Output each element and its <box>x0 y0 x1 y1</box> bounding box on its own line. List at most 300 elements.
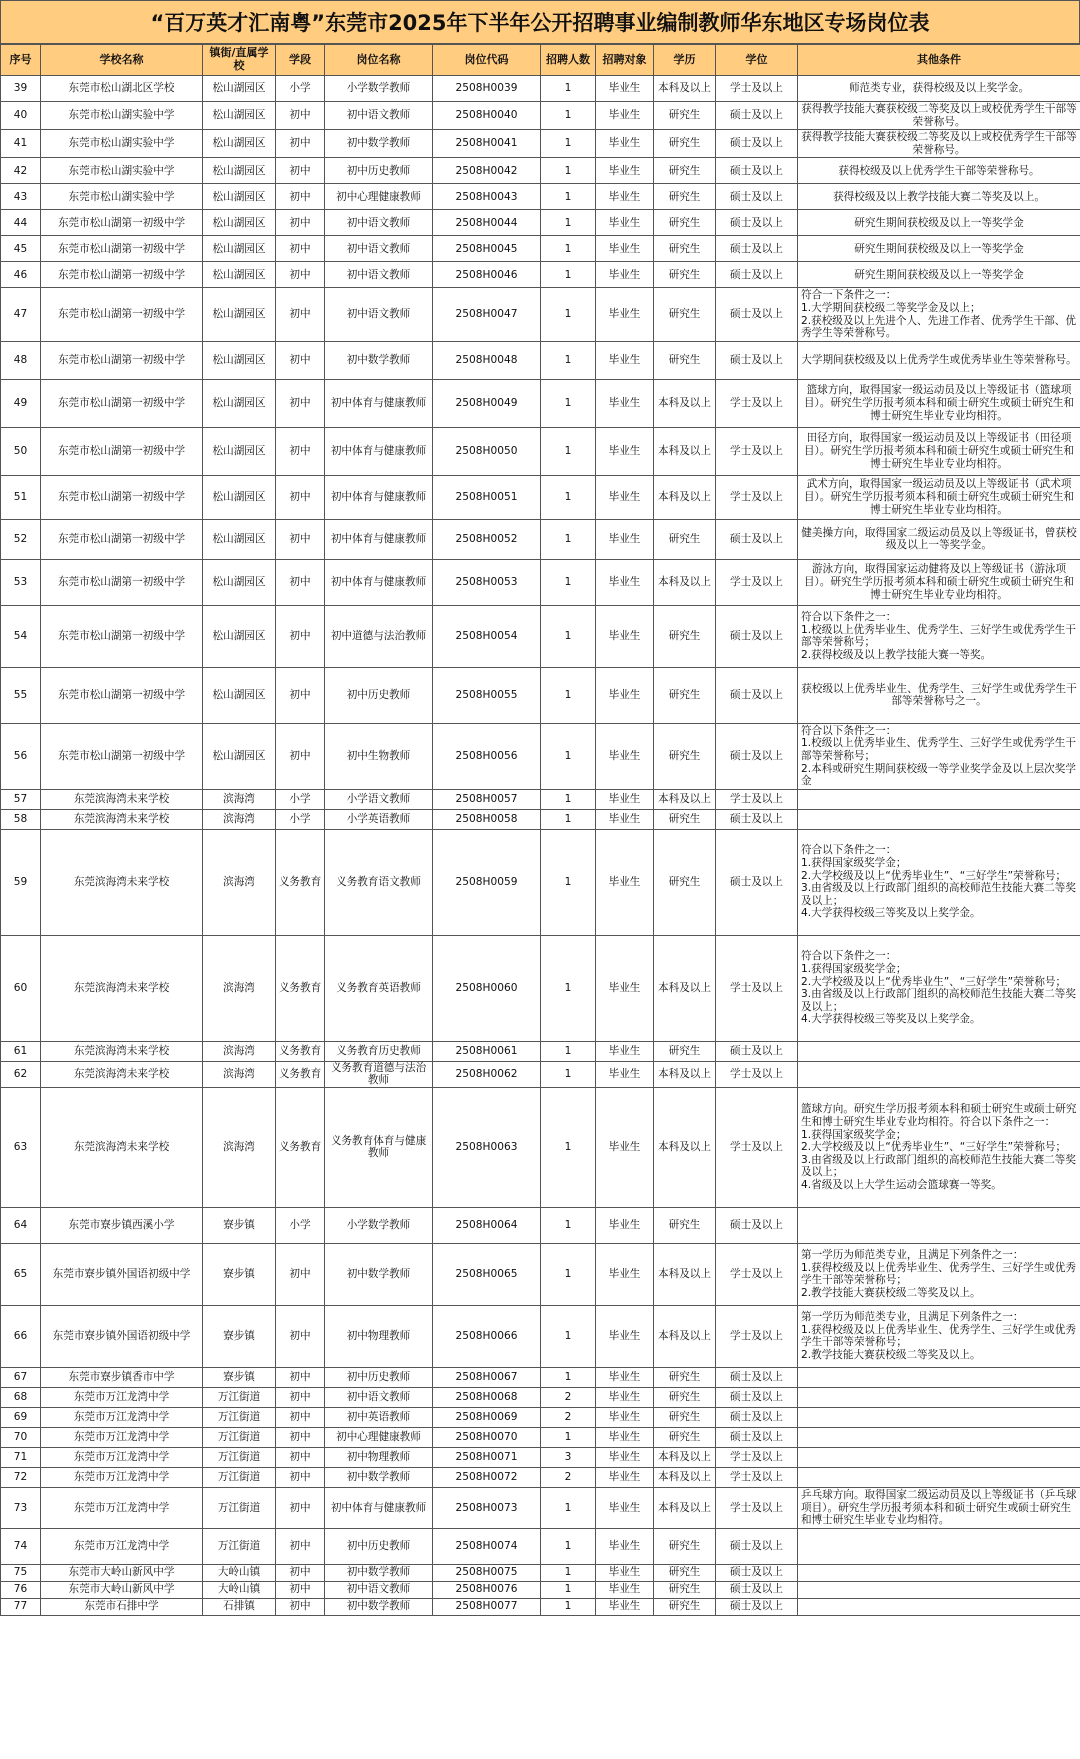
hire-count: 1 <box>541 158 596 184</box>
hire-target: 毕业生 <box>596 667 654 723</box>
table-row <box>1 184 1080 210</box>
stage: 初中 <box>276 158 325 184</box>
post-code: 2508H0062 <box>433 1061 541 1087</box>
school-name: 东莞市松山湖实验中学 <box>41 130 203 158</box>
post-name: 初中心理健康教师 <box>325 184 433 210</box>
other-conditions <box>798 1581 1080 1598</box>
table-row <box>1 789 1080 809</box>
post-name: 初中英语教师 <box>325 1407 433 1427</box>
stage: 义务教育 <box>276 829 325 935</box>
row-number: 64 <box>1 1207 41 1243</box>
school-name: 东莞市松山湖第一初级中学 <box>41 288 203 341</box>
other-conditions <box>798 1041 1080 1061</box>
post-code: 2508H0045 <box>433 236 541 262</box>
degree: 学士及以上 <box>716 1467 798 1487</box>
school-name: 东莞市松山湖实验中学 <box>41 158 203 184</box>
hire-count: 1 <box>541 789 596 809</box>
town-name: 大岭山镇 <box>203 1564 276 1581</box>
header-conditions: 其他条件 <box>798 45 1080 76</box>
post-name: 初中数学教师 <box>325 341 433 379</box>
education: 研究生 <box>654 184 716 210</box>
degree: 硕士及以上 <box>716 723 798 789</box>
degree: 硕士及以上 <box>716 158 798 184</box>
degree: 硕士及以上 <box>716 809 798 829</box>
degree: 硕士及以上 <box>716 667 798 723</box>
post-code: 2508H0055 <box>433 667 541 723</box>
stage: 初中 <box>276 1528 325 1564</box>
table-row <box>1 935 1080 1041</box>
hire-target: 毕业生 <box>596 288 654 341</box>
school-name: 东莞市松山湖第一初级中学 <box>41 262 203 288</box>
post-code: 2508H0054 <box>433 605 541 667</box>
hire-count: 1 <box>541 210 596 236</box>
education: 本科及以上 <box>654 935 716 1041</box>
degree: 硕士及以上 <box>716 1564 798 1581</box>
row-number: 68 <box>1 1387 41 1407</box>
hire-count: 1 <box>541 519 596 559</box>
school-name: 东莞市石排中学 <box>41 1598 203 1615</box>
stage: 初中 <box>276 1243 325 1305</box>
town-name: 滨海湾 <box>203 789 276 809</box>
school-name: 东莞市松山湖第一初级中学 <box>41 667 203 723</box>
row-number: 73 <box>1 1487 41 1528</box>
table-row <box>1 427 1080 475</box>
post-code: 2508H0072 <box>433 1467 541 1487</box>
post-code: 2508H0060 <box>433 935 541 1041</box>
header-education: 学历 <box>654 45 716 76</box>
degree: 硕士及以上 <box>716 130 798 158</box>
school-name: 东莞市寮步镇外国语初级中学 <box>41 1243 203 1305</box>
school-name: 东莞滨海湾未来学校 <box>41 1087 203 1207</box>
post-name: 初中生物教师 <box>325 723 433 789</box>
school-name: 东莞市寮步镇香市中学 <box>41 1367 203 1387</box>
school-name: 东莞市大岭山新风中学 <box>41 1564 203 1581</box>
other-conditions: 第一学历为师范类专业，且满足下列条件之一： 1.获得校级及以上优秀毕业生、优秀学生、三好学生或优秀学生干部等荣誉称号； 2.教学技能大赛获校级二等奖及以上。 <box>798 1305 1080 1367</box>
table-row <box>1 236 1080 262</box>
degree: 硕士及以上 <box>716 1528 798 1564</box>
other-conditions: 篮球方向，取得国家一级运动员及以上等级证书（篮球项目）。研究生学历报考须本科和硕士研究生或硕士研究生和博士研究生毕业专业均相符。 <box>798 379 1080 427</box>
degree: 硕士及以上 <box>716 1367 798 1387</box>
row-number: 63 <box>1 1087 41 1207</box>
post-name: 义务教育体育与健康教师 <box>325 1087 433 1207</box>
school-name: 东莞市松山湖第一初级中学 <box>41 475 203 519</box>
row-number: 48 <box>1 341 41 379</box>
town-name: 寮步镇 <box>203 1367 276 1387</box>
stage: 初中 <box>276 1581 325 1598</box>
table-row <box>1 1387 1080 1407</box>
education: 研究生 <box>654 1564 716 1581</box>
table-row <box>1 1041 1080 1061</box>
other-conditions: 获得校级及以上优秀学生干部等荣誉称号。 <box>798 158 1080 184</box>
other-conditions <box>798 1467 1080 1487</box>
town-name: 松山湖园区 <box>203 605 276 667</box>
school-name: 东莞滨海湾未来学校 <box>41 1061 203 1087</box>
row-number: 52 <box>1 519 41 559</box>
stage: 初中 <box>276 1427 325 1447</box>
table-row <box>1 809 1080 829</box>
post-code: 2508H0046 <box>433 262 541 288</box>
post-name: 初中历史教师 <box>325 158 433 184</box>
other-conditions <box>798 1447 1080 1467</box>
stage: 初中 <box>276 559 325 605</box>
education: 研究生 <box>654 102 716 130</box>
school-name: 东莞市松山湖第一初级中学 <box>41 341 203 379</box>
hire-count: 1 <box>541 427 596 475</box>
post-name: 初中语文教师 <box>325 288 433 341</box>
stage: 初中 <box>276 605 325 667</box>
degree: 硕士及以上 <box>716 1407 798 1427</box>
post-code: 2508H0050 <box>433 427 541 475</box>
row-number: 55 <box>1 667 41 723</box>
other-conditions: 研究生期间获校级及以上一等奖学金 <box>798 236 1080 262</box>
stage: 初中 <box>276 1598 325 1615</box>
degree: 硕士及以上 <box>716 1598 798 1615</box>
row-number: 50 <box>1 427 41 475</box>
hire-target: 毕业生 <box>596 1564 654 1581</box>
row-number: 77 <box>1 1598 41 1615</box>
post-code: 2508H0066 <box>433 1305 541 1367</box>
row-number: 72 <box>1 1467 41 1487</box>
hire-target: 毕业生 <box>596 236 654 262</box>
education: 本科及以上 <box>654 1305 716 1367</box>
table-row <box>1 379 1080 427</box>
other-conditions: 获校级以上优秀毕业生、优秀学生、三好学生或优秀学生干部等荣誉称号之一。 <box>798 667 1080 723</box>
table-row <box>1 1581 1080 1598</box>
school-name: 东莞市松山湖第一初级中学 <box>41 379 203 427</box>
town-name: 松山湖园区 <box>203 723 276 789</box>
town-name: 万江街道 <box>203 1487 276 1528</box>
town-name: 滨海湾 <box>203 1087 276 1207</box>
other-conditions <box>798 1598 1080 1615</box>
table-row <box>1 475 1080 519</box>
post-name: 初中体育与健康教师 <box>325 379 433 427</box>
hire-target: 毕业生 <box>596 935 654 1041</box>
school-name: 东莞市松山湖第一初级中学 <box>41 559 203 605</box>
header-school: 学校名称 <box>41 45 203 76</box>
table-row <box>1 341 1080 379</box>
hire-target: 毕业生 <box>596 1427 654 1447</box>
hire-count: 1 <box>541 1564 596 1581</box>
row-number: 49 <box>1 379 41 427</box>
town-name: 万江街道 <box>203 1447 276 1467</box>
stage: 小学 <box>276 789 325 809</box>
other-conditions: 获得校级及以上教学技能大赛二等奖及以上。 <box>798 184 1080 210</box>
row-number: 57 <box>1 789 41 809</box>
header-town: 镇街/直属学校 <box>203 45 276 76</box>
school-name: 东莞市松山湖第一初级中学 <box>41 519 203 559</box>
table-row <box>1 829 1080 935</box>
post-name: 初中数学教师 <box>325 1564 433 1581</box>
hire-count: 1 <box>541 809 596 829</box>
table-row <box>1 723 1080 789</box>
school-name: 东莞市寮步镇外国语初级中学 <box>41 1305 203 1367</box>
post-code: 2508H0065 <box>433 1243 541 1305</box>
degree: 硕士及以上 <box>716 1387 798 1407</box>
education: 研究生 <box>654 1367 716 1387</box>
hire-target: 毕业生 <box>596 1061 654 1087</box>
other-conditions: 健美操方向，取得国家二级运动员及以上等级证书，曾获校级及以上一等奖学金。 <box>798 519 1080 559</box>
school-name: 东莞滨海湾未来学校 <box>41 829 203 935</box>
post-code: 2508H0059 <box>433 829 541 935</box>
stage: 初中 <box>276 130 325 158</box>
education: 研究生 <box>654 723 716 789</box>
education: 研究生 <box>654 829 716 935</box>
degree: 硕士及以上 <box>716 1041 798 1061</box>
hire-target: 毕业生 <box>596 1407 654 1427</box>
post-code: 2508H0042 <box>433 158 541 184</box>
degree: 硕士及以上 <box>716 210 798 236</box>
school-name: 东莞滨海湾未来学校 <box>41 789 203 809</box>
post-name: 初中道德与法治教师 <box>325 605 433 667</box>
education: 研究生 <box>654 667 716 723</box>
stage: 小学 <box>276 76 325 102</box>
hire-count: 1 <box>541 130 596 158</box>
table-row <box>1 130 1080 158</box>
row-number: 74 <box>1 1528 41 1564</box>
row-number: 59 <box>1 829 41 935</box>
table-row <box>1 1467 1080 1487</box>
education: 研究生 <box>654 130 716 158</box>
other-conditions: 研究生期间获校级及以上一等奖学金 <box>798 262 1080 288</box>
post-code: 2508H0074 <box>433 1528 541 1564</box>
education: 研究生 <box>654 1387 716 1407</box>
hire-target: 毕业生 <box>596 1598 654 1615</box>
degree: 硕士及以上 <box>716 184 798 210</box>
table-row <box>1 1447 1080 1467</box>
document-title: “百万英才汇南粤”东莞市2025年下半年公开招聘事业编制教师华东地区专场岗位表 <box>0 0 1080 44</box>
stage: 义务教育 <box>276 1061 325 1087</box>
degree: 硕士及以上 <box>716 262 798 288</box>
table-row <box>1 102 1080 130</box>
degree: 学士及以上 <box>716 1447 798 1467</box>
education: 研究生 <box>654 1407 716 1427</box>
town-name: 松山湖园区 <box>203 667 276 723</box>
stage: 初中 <box>276 475 325 519</box>
school-name: 东莞市万江龙湾中学 <box>41 1487 203 1528</box>
stage: 初中 <box>276 667 325 723</box>
table-row <box>1 262 1080 288</box>
other-conditions <box>798 1564 1080 1581</box>
hire-count: 1 <box>541 1207 596 1243</box>
town-name: 万江街道 <box>203 1387 276 1407</box>
hire-target: 毕业生 <box>596 1387 654 1407</box>
post-code: 2508H0049 <box>433 379 541 427</box>
table-row <box>1 559 1080 605</box>
post-code: 2508H0077 <box>433 1598 541 1615</box>
row-number: 41 <box>1 130 41 158</box>
row-number: 47 <box>1 288 41 341</box>
education: 研究生 <box>654 1427 716 1447</box>
hire-count: 1 <box>541 475 596 519</box>
hire-count: 1 <box>541 102 596 130</box>
post-name: 初中数学教师 <box>325 130 433 158</box>
post-name: 初中体育与健康教师 <box>325 1487 433 1528</box>
table-row <box>1 1427 1080 1447</box>
position-table <box>0 44 1080 1616</box>
row-number: 70 <box>1 1427 41 1447</box>
other-conditions <box>798 1387 1080 1407</box>
hire-target: 毕业生 <box>596 475 654 519</box>
stage: 初中 <box>276 1387 325 1407</box>
table-row <box>1 210 1080 236</box>
hire-target: 毕业生 <box>596 102 654 130</box>
other-conditions: 第一学历为师范类专业，且满足下列条件之一： 1.获得校级及以上优秀毕业生、优秀学生、三好学生或优秀学生干部等荣誉称号； 2.教学技能大赛获校级二等奖及以上。 <box>798 1243 1080 1305</box>
school-name: 东莞市松山湖第一初级中学 <box>41 236 203 262</box>
hire-count: 1 <box>541 723 596 789</box>
hire-count: 1 <box>541 1487 596 1528</box>
hire-count: 1 <box>541 667 596 723</box>
school-name: 东莞市万江龙湾中学 <box>41 1467 203 1487</box>
degree: 学士及以上 <box>716 1087 798 1207</box>
hire-target: 毕业生 <box>596 341 654 379</box>
hire-target: 毕业生 <box>596 184 654 210</box>
stage: 初中 <box>276 519 325 559</box>
education: 研究生 <box>654 1528 716 1564</box>
table-row <box>1 605 1080 667</box>
education: 研究生 <box>654 1581 716 1598</box>
hire-target: 毕业生 <box>596 789 654 809</box>
table-row <box>1 667 1080 723</box>
row-number: 39 <box>1 76 41 102</box>
town-name: 滨海湾 <box>203 809 276 829</box>
table-row <box>1 1564 1080 1581</box>
row-number: 67 <box>1 1367 41 1387</box>
other-conditions: 大学期间获校级及以上优秀学生或优秀毕业生等荣誉称号。 <box>798 341 1080 379</box>
education: 研究生 <box>654 605 716 667</box>
town-name: 松山湖园区 <box>203 76 276 102</box>
education: 本科及以上 <box>654 427 716 475</box>
hire-target: 毕业生 <box>596 130 654 158</box>
hire-target: 毕业生 <box>596 262 654 288</box>
hire-count: 1 <box>541 1427 596 1447</box>
other-conditions <box>798 1367 1080 1387</box>
stage: 初中 <box>276 427 325 475</box>
row-number: 75 <box>1 1564 41 1581</box>
post-name: 初中心理健康教师 <box>325 1427 433 1447</box>
hire-target: 毕业生 <box>596 605 654 667</box>
hire-target: 毕业生 <box>596 1581 654 1598</box>
post-code: 2508H0051 <box>433 475 541 519</box>
hire-count: 1 <box>541 1581 596 1598</box>
degree: 学士及以上 <box>716 475 798 519</box>
hire-count: 1 <box>541 1061 596 1087</box>
post-code: 2508H0056 <box>433 723 541 789</box>
table-row <box>1 1367 1080 1387</box>
post-name: 小学语文教师 <box>325 789 433 809</box>
hire-target: 毕业生 <box>596 1447 654 1467</box>
other-conditions: 武术方向，取得国家一级运动员及以上等级证书（武术项目）。研究生学历报考须本科和硕士研究生或硕士研究生和博士研究生毕业专业均相符。 <box>798 475 1080 519</box>
degree: 硕士及以上 <box>716 1581 798 1598</box>
table-row <box>1 1487 1080 1528</box>
other-conditions: 研究生期间获校级及以上一等奖学金 <box>798 210 1080 236</box>
post-code: 2508H0048 <box>433 341 541 379</box>
degree: 学士及以上 <box>716 935 798 1041</box>
other-conditions: 乒乓球方向。取得国家二级运动员及以上等级证书（乒乓球项目）。研究生学历报考须本科和硕士研究生或硕士研究生和博士研究生毕业专业均相符。 <box>798 1487 1080 1528</box>
stage: 义务教育 <box>276 1087 325 1207</box>
stage: 初中 <box>276 1367 325 1387</box>
school-name: 东莞滨海湾未来学校 <box>41 935 203 1041</box>
other-conditions <box>798 809 1080 829</box>
row-number: 51 <box>1 475 41 519</box>
hire-count: 2 <box>541 1467 596 1487</box>
town-name: 寮步镇 <box>203 1243 276 1305</box>
other-conditions: 获得教学技能大赛获校级二等奖及以上或校优秀学生干部等荣誉称号。 <box>798 102 1080 130</box>
education: 研究生 <box>654 210 716 236</box>
town-name: 万江街道 <box>203 1467 276 1487</box>
town-name: 滨海湾 <box>203 829 276 935</box>
post-name: 小学英语教师 <box>325 809 433 829</box>
hire-target: 毕业生 <box>596 76 654 102</box>
hire-count: 1 <box>541 1598 596 1615</box>
stage: 初中 <box>276 1407 325 1427</box>
post-code: 2508H0058 <box>433 809 541 829</box>
row-number: 44 <box>1 210 41 236</box>
post-name: 初中历史教师 <box>325 1367 433 1387</box>
school-name: 东莞市松山湖第一初级中学 <box>41 605 203 667</box>
other-conditions: 篮球方向。研究生学历报考须本科和硕士研究生或硕士研究生和博士研究生毕业专业均相符。符合以下条件之一： 1.获得国家级奖学金； 2.大学校级及以上“优秀毕业生”、“三好学生”荣誉称号； 3.由省级及以上行政部门组织的高校师范生技能大赛二等奖及以上； 4.省级及以上大学生运动会篮球赛一等奖。 <box>798 1087 1080 1207</box>
post-code: 2508H0041 <box>433 130 541 158</box>
degree: 学士及以上 <box>716 1305 798 1367</box>
school-name: 东莞市万江龙湾中学 <box>41 1427 203 1447</box>
post-name: 初中体育与健康教师 <box>325 519 433 559</box>
post-name: 初中体育与健康教师 <box>325 427 433 475</box>
education: 研究生 <box>654 1041 716 1061</box>
table-row <box>1 1207 1080 1243</box>
row-number: 56 <box>1 723 41 789</box>
other-conditions: 符合一下条件之一： 1.大学期间获校级二等奖学金及以上； 2.获校级及以上先进个人、先进工作者、优秀学生干部、优秀学生等荣誉称号。 <box>798 288 1080 341</box>
school-name: 东莞市松山湖实验中学 <box>41 102 203 130</box>
hire-target: 毕业生 <box>596 1243 654 1305</box>
table-row <box>1 1598 1080 1615</box>
hire-count: 1 <box>541 1367 596 1387</box>
row-number: 40 <box>1 102 41 130</box>
hire-target: 毕业生 <box>596 1207 654 1243</box>
town-name: 松山湖园区 <box>203 427 276 475</box>
post-code: 2508H0057 <box>433 789 541 809</box>
hire-count: 2 <box>541 1387 596 1407</box>
hire-target: 毕业生 <box>596 1487 654 1528</box>
post-code: 2508H0052 <box>433 519 541 559</box>
education: 本科及以上 <box>654 379 716 427</box>
stage: 初中 <box>276 1305 325 1367</box>
row-number: 60 <box>1 935 41 1041</box>
hire-target: 毕业生 <box>596 427 654 475</box>
education: 研究生 <box>654 158 716 184</box>
hire-target: 毕业生 <box>596 559 654 605</box>
post-name: 初中语文教师 <box>325 210 433 236</box>
hire-target: 毕业生 <box>596 158 654 184</box>
education: 本科及以上 <box>654 1087 716 1207</box>
row-number: 45 <box>1 236 41 262</box>
other-conditions <box>798 1061 1080 1087</box>
post-code: 2508H0039 <box>433 76 541 102</box>
town-name: 万江街道 <box>203 1528 276 1564</box>
hire-count: 1 <box>541 236 596 262</box>
school-name: 东莞市松山湖北区学校 <box>41 76 203 102</box>
hire-count: 1 <box>541 1305 596 1367</box>
stage: 义务教育 <box>276 935 325 1041</box>
stage: 初中 <box>276 288 325 341</box>
row-number: 46 <box>1 262 41 288</box>
hire-target: 毕业生 <box>596 1041 654 1061</box>
town-name: 松山湖园区 <box>203 262 276 288</box>
education: 研究生 <box>654 519 716 559</box>
degree: 学士及以上 <box>716 559 798 605</box>
post-name: 初中历史教师 <box>325 1528 433 1564</box>
post-name: 初中语文教师 <box>325 1387 433 1407</box>
town-name: 松山湖园区 <box>203 130 276 158</box>
header-degree: 学位 <box>716 45 798 76</box>
